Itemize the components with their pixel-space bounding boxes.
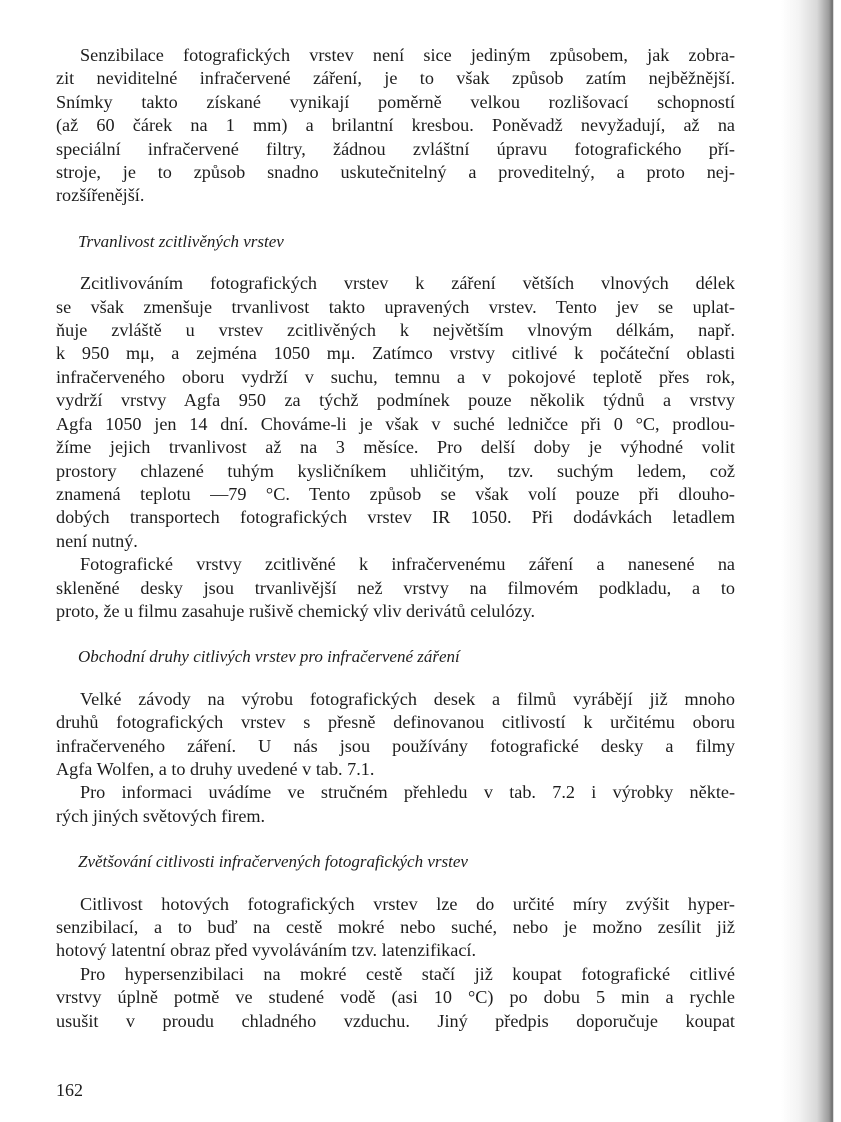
text-line: žíme jejich trvanlivost až na 3 měsíce. Pro delší doby je výhodné volit	[56, 437, 735, 458]
paragraph-sensitivity-2	[56, 963, 735, 1033]
text-line: Senzibilace fotografických vrstev není sice jediným způsobem, jak zobra-	[80, 45, 735, 65]
text-line: Zcitlivováním fotografických vrstev k záření větších vlnových délek	[80, 273, 735, 294]
text-line: proto, že u filmu zasahuje rušivě chemický vliv derivátů celulózy.	[56, 600, 536, 621]
text-line: (až 60 čárek na 1 mm) a brilantní kresbou. Poněvadž nevyžadují, až na	[56, 115, 735, 136]
paragraph-commercial-1	[56, 688, 735, 782]
book-spine-shadow	[781, 0, 841, 1122]
text-line: senzibilací, a to buď na cestě mokré nebo suché, nebo je možno zesílit již	[56, 917, 735, 937]
text-line: dobých transportech fotografických vrstev IR 1050. Při dodávkách letadlem	[56, 507, 735, 528]
section-heading-sensitivity: Zvětšování citlivosti infračervených fotografických vrstev	[78, 852, 468, 872]
text-line: Agfa Wolfen, a to druhy uvedené v tab. 7.1.	[56, 758, 375, 779]
text-line: zit neviditelné infračervené záření, je to však způsob zatím nejběžnější.	[56, 68, 735, 89]
text-line: prostory chlazené tuhým kysličníkem uhličitým, tzv. suchým ledem, což	[56, 460, 735, 481]
page-body	[56, 44, 735, 1033]
text-line: infračerveného záření. U nás jsou používány fotografické desky a filmy	[56, 735, 735, 756]
text-line: Citlivost hotových fotografických vrstev lze do určité míry zvýšit hyper-	[80, 893, 735, 914]
paragraph-commercial-2	[56, 781, 735, 828]
text-line: Snímky takto získané vynikají poměrně velkou rozlišovací schopností	[56, 91, 735, 112]
text-line: Pro hypersenzibilaci na mokré cestě stačí již koupat fotografické citlivé	[80, 963, 735, 984]
text-line: speciální infračervené filtry, žádnou zvláštní úpravu fotografického pří-	[56, 138, 735, 159]
text-line: druhů fotografických vrstev s přesně definovanou citlivostí k určitému oboru	[56, 712, 735, 733]
text-line: vydrží vrstvy Agfa 950 za týchž podmínek pouze několik týdnů a vrstvy	[56, 390, 735, 411]
text-line: Agfa 1050 jen 14 dní. Chováme-li je však v suché ledničce při 0 °C, prodlou-	[56, 413, 735, 434]
text-line: Pro informaci uvádíme ve stručném přehledu v tab. 7.2 i výrobky někte-	[80, 782, 735, 803]
paragraph-durability-1	[56, 272, 735, 553]
page-number: 162	[56, 1080, 83, 1100]
text-line: infračerveného oboru vydrží v suchu, temnu a v pokojové teplotě přes rok,	[56, 366, 735, 387]
text-line: rozšířenější.	[56, 185, 145, 206]
text-line: znamená teplotu —79 °C. Tento způsob se však volí pouze při dlouho-	[56, 483, 735, 504]
paragraph-intro	[56, 44, 735, 208]
section-heading-durability: Trvanlivost zcitlivěných vrstev	[78, 231, 284, 251]
text-line: není nutný.	[56, 530, 138, 551]
paragraph-sensitivity-1	[56, 893, 735, 963]
text-line: skleněné desky jsou trvanlivější než vrstvy na filmovém podkladu, a to	[56, 577, 735, 598]
text-line: vrstvy úplně potmě ve studené vodě (asi 10 °C) po dobu 5 min a rychle	[56, 987, 735, 1008]
paragraph-durability-2	[56, 553, 735, 623]
text-line: Fotografické vrstvy zcitlivěné k infračervenému záření a nanesené na	[80, 554, 735, 575]
text-line: hotový latentní obraz před vyvoláváním tzv. latenzifikací.	[56, 940, 477, 961]
text-line: se však zmenšuje trvanlivost takto upravených vrstev. Tento jev se uplat-	[56, 296, 735, 317]
text-line: k 950 mμ, a zejména 1050 mμ. Zatímco vrstvy citlivé k počáteční oblasti	[56, 343, 735, 364]
text-line: rých jiných světových firem.	[56, 805, 266, 826]
section-heading-commercial: Obchodní druhy citlivých vrstev pro infračervené záření	[78, 647, 460, 667]
text-line: ňuje zvláště u vrstev zcitlivěných k největším vlnovým délkám, např.	[56, 320, 735, 341]
text-line: stroje, je to způsob snadno uskutečnitelný a proveditelný, a proto nej-	[56, 162, 735, 183]
text-line: usušit v proudu chladného vzduchu. Jiný předpis doporučuje koupat	[56, 1010, 735, 1031]
text-line: Velké závody na výrobu fotografických desek a filmů vyrábějí již mnoho	[80, 688, 735, 709]
